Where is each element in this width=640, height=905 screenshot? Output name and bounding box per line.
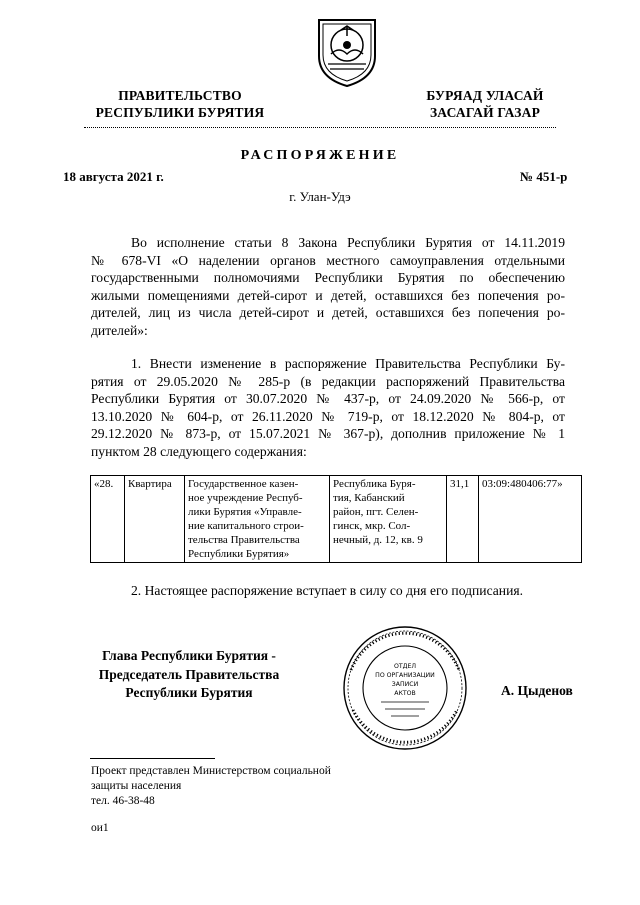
item-1-line: Республики Бурятия от 30.07.2020 № 437-р, от 24.09.2020 № 566-р, от	[91, 391, 565, 407]
org-line: ное учреждение Респуб-	[188, 492, 303, 504]
stamp-text: ПО ОРГАНИЗАЦИИ	[375, 672, 435, 679]
item-2-line: 2. Настоящее распоряжение вступает в силу со дня его подписания.	[131, 583, 524, 598]
org-line: Государственное казен-	[188, 478, 299, 490]
cell-organization	[185, 476, 330, 563]
preamble-line: Во исполнение статьи 8 Закона Республики Бурятия от 14.11.2019	[131, 235, 565, 250]
org-line: ние капитального строи-	[188, 520, 304, 532]
coat-of-arms-icon	[314, 12, 380, 88]
stamp-text: АКТОВ	[394, 690, 416, 697]
item-1-line: 13.10.2020 № 604-р, от 26.11.2020 № 719-р, от 18.12.2020 № 804-р, от	[91, 408, 565, 424]
position-line: Председатель Правительства	[98, 666, 280, 682]
org-line: Республики Бурятия»	[188, 548, 290, 560]
item-1-line: рятия от 29.05.2020 № 285-р (в редакции распоряжений Правительства	[91, 373, 565, 389]
header-right-line2: ЗАСАГАЙ ГАЗАР	[429, 105, 541, 120]
address-line: нечный, д. 12, кв. 9	[333, 534, 423, 546]
cell-area: 31,1	[447, 476, 479, 563]
table-row	[91, 476, 582, 563]
footer-note	[91, 764, 331, 809]
position-line: Республики Бурятия	[125, 685, 253, 700]
org-line: тельства Правительства	[188, 534, 300, 546]
item-1-line: 29.12.2020 № 873-р, от 15.07.2021 № 367-р), дополнив приложение № 1	[91, 426, 565, 442]
header-left-line2: РЕСПУБЛИКИ БУРЯТИЯ	[95, 105, 265, 120]
signer-name: А. Цыденов	[501, 683, 573, 698]
preamble-line: дителей, лиц из числа детей-сирот и детей, оставшихся без попечения ро-	[91, 305, 565, 321]
document-date: 18 августа 2021 г.	[63, 169, 164, 184]
header-right	[420, 87, 550, 121]
header-left	[90, 87, 270, 121]
address-line: Республика Буря-	[333, 478, 416, 490]
position-line: Глава Республики Бурятия -	[102, 648, 276, 663]
amendment-table	[90, 475, 582, 563]
org-line: лики Бурятия «Управле-	[188, 506, 302, 518]
preamble-line: жилыми помещениями детей-сирот и детей, оставшихся без попечения ро-	[91, 287, 565, 303]
document-title: РАСПОРЯЖЕНИЕ	[240, 148, 400, 163]
header-left-line1: ПРАВИТЕЛЬСТВО	[118, 88, 242, 103]
stamp-text: ЗАПИСИ	[391, 681, 419, 688]
header-divider	[84, 127, 556, 128]
document-number: № 451-р	[520, 169, 568, 184]
address-line: тия, Кабанский	[333, 492, 405, 504]
document-city: г. Улан-Удэ	[289, 189, 351, 204]
item-1	[91, 355, 565, 461]
address-line: гинск, мкр. Сол-	[333, 520, 411, 532]
cell-address	[330, 476, 447, 563]
cell-number: «28.	[91, 476, 125, 563]
header-right-line1: БУРЯАД УЛАСАЙ	[426, 88, 544, 103]
signature-position	[84, 647, 294, 703]
stamp-text: ОТДЕЛ	[393, 663, 417, 670]
cell-type: Квартира	[125, 476, 185, 563]
preamble-line: № 678-VI «О наделении органов местного самоуправления отдельными	[91, 252, 565, 268]
preamble-line: дителей»:	[91, 322, 148, 338]
footer-divider	[90, 758, 215, 759]
footer-line: защиты населения	[91, 780, 182, 792]
preamble	[91, 234, 565, 340]
footer-line: тел. 46-38-48	[91, 795, 155, 807]
document-code: ои1	[91, 822, 109, 834]
item-1-line: пунктом 28 следующего содержания:	[91, 443, 307, 459]
cell-cadastral-number: 03:09:480406:77»	[479, 476, 582, 563]
address-line: район, пгт. Селен-	[333, 506, 419, 518]
footer-line: Проект представлен Министерством социальной	[91, 765, 331, 777]
item-1-line: 1. Внести изменение в распоряжение Правительства Республики Бу-	[131, 356, 565, 371]
item-2	[91, 582, 565, 600]
preamble-line: государственными полномочиями Республики Бурятия по обеспечению	[91, 270, 565, 286]
official-stamp-icon	[341, 624, 469, 752]
